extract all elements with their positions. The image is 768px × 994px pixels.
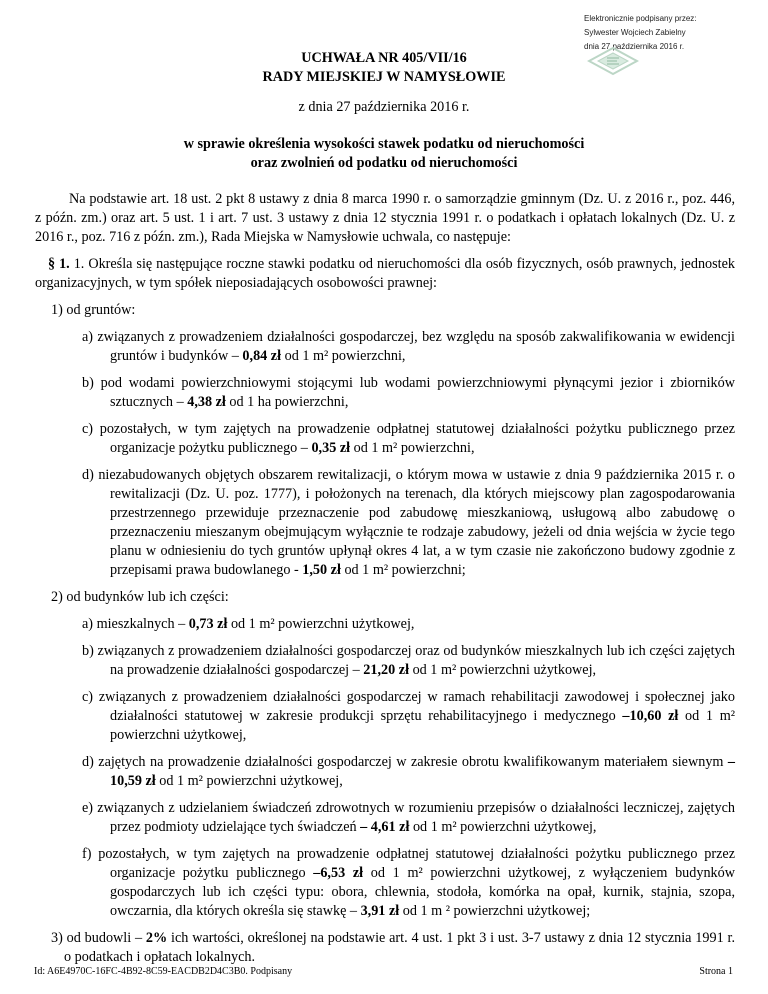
text: b) związanych z prowadzeniem działalności gospodarczej oraz od budynków mieszkalnych lub ich części zajętych na prowadzenie działalności gospodarczej – [82,643,735,678]
e-signature-block [584,12,744,54]
amount: 0,35 zł [311,440,351,456]
resolution-title: UCHWAŁA NR 405/VII/16 [301,50,467,66]
text: od 1 m² powierzchni, [350,440,475,456]
text: e) związanych z udzielaniem świadczeń zdrowotnych w rozumieniu przepisów o działalności leczniczej, zajętych przez podmioty udzielające tych świadczeń [82,800,735,835]
amount: 4,38 zł [187,394,226,410]
text: od 1 m² powierzchni użytkowej, [409,819,597,835]
subject-line-2: oraz zwolnień od podatku od nieruchomości [250,155,518,171]
amount: – 4,61 zł [360,819,410,835]
amount: 0,84 zł [242,348,282,364]
text: d) zajętych na prowadzenie działalności gospodarczej w zakresie obrotu kwalifikowanym materiałem siewnym [82,754,728,770]
subject-line-1: w sprawie określenia wysokości stawek podatku od nieruchomości [183,136,585,152]
text: c) pozostałych, w tym zajętych na prowadzenie odpłatnej statutowej działalności pożytku publicznego przez organizacje pożytku publicznego – [82,421,735,456]
text: od 1 m² powierzchni użytkowej, [227,616,415,632]
point-2b [35,642,735,680]
text: b) pod wodami powierzchniowymi stojącymi lub wodami powierzchniowymi płynącymi jezior i zbiorników sztucznych – [82,375,735,410]
paragraph-1-text: 1. Określa się następujące roczne stawki podatku od nieruchomości dla osób fizycznych, osób prawnych, jednostek organizacyjnych, w tym spółek nieposiadających osobowości prawnej: [35,256,735,291]
text: c) związanych z prowadzeniem działalności gospodarczej w ramach rehabilitacji zawodowej i społecznej jako działalności statutowej w zakresie produkcji sprzętu rehabilitacyjnego i medycznego [82,689,735,724]
text: f) pozostałych, w tym zajętych na prowadzenie odpłatnej statutowej działalności pożytku publicznego przez organizacje pożytku publicznego [82,846,735,881]
preamble: Na podstawie art. 18 ust. 2 pkt 8 ustawy z dnia 8 marca 1990 r. o samorządzie gminnym (Dz. U. z 2016 r., poz. 446, z późn. zm.) oraz art. 5 ust. 1 i art. 7 ust. 3 ustawy z dnia 12 stycznia 1991 r. o podatkach i opłatach lokalnych (Dz. U. z 2016 r., poz. 716 z późn. zm.), Rada Miejska w Namysłowie uchwala, co następuje: [35,191,735,245]
point-1c [35,420,735,458]
resolution-subject [0,135,768,173]
point-2f [35,845,735,921]
amount: 2% [145,930,168,946]
point-2: 2) od budynków lub ich części: [51,589,229,605]
signature-line-2: Sylwester Wojciech Zabielny [584,28,686,37]
text: od 1 m² powierzchni użytkowej, z wyłączeniem budynków gospodarczych lub ich części typu: obora, chlewnia, stodoła, komórka na opał, kurnik, stajnia, szopa, owczarnia, dla których określa się stawkę – [110,865,735,919]
text: a) związanych z prowadzeniem działalności gospodarczej, bez względu na sposób zakwalifikowania w ewidencji gruntów i budynków – [82,329,735,364]
amount: 21,20 zł [363,662,410,678]
paragraph-1 [35,255,735,293]
page-number: Strona 1 [699,966,733,977]
text: od 1 m² powierzchni użytkowej, [155,773,343,789]
point-2d [35,753,735,791]
text: d) niezabudowanych objętych obszarem rewitalizacji, o którym mowa w ustawie z dnia 9 października 2015 r. o rewitalizacji (Dz. U. poz. 1777), i położonych na terenach, dla których miejscowy plan zagospodarowania przestrzennego przewiduje przeznaczenie pod zabudowę mieszkaniową, usługową albo zabudowę o przeznaczeniu mieszanym obejmującym wyłącznie te rodzaje zabudowy, jeżeli od dnia wejścia w życie tego planu w odniesieniu do tych gruntów upłynął okres 4 lat, a w tym czasie nie zakończono budowy zgodnie z przepisami prawa budowlanego - [82,467,735,578]
amount: 1,50 zł [302,562,341,578]
text: od 1 m² powierzchni, [281,348,406,364]
text: od 1 m ² powierzchni użytkowej; [399,903,591,919]
document-id: Id: A6E4970C-16FC-4B92-8C59-EACDB2D4C3B0. Podpisany [34,966,293,977]
text: od 1 m² powierzchni użytkowej, [409,662,597,678]
point-3 [35,929,735,967]
text: a) mieszkalnych – [82,616,189,632]
paragraph-1-label: § 1. [48,256,70,272]
text: od 1 ha powierzchni, [225,394,349,410]
point-1: 1) od gruntów: [51,302,136,318]
signature-line-1: Elektronicznie podpisany przez: [584,14,697,23]
text: 3) od budowli – [51,930,146,946]
point-2e [35,799,735,837]
text: od 1 m² powierzchni; [340,562,466,578]
amount: –10,59 zł [110,754,735,789]
point-1d [35,466,735,580]
text: od 1 m² powierzchni użytkowej, [110,708,736,743]
resolution-date: z dnia 27 października 2016 r. [298,99,470,115]
signature-line-3: dnia 27 października 2016 r. [584,42,685,51]
amount: 3,91 zł [360,903,400,919]
text: ich wartości, określonej na podstawie art. 4 ust. 1 pkt 3 i ust. 3-7 ustawy z dnia 12 stycznia 1991 r. o podatkach i opłatach lokalnych. [64,930,735,965]
point-2c [35,688,735,745]
council-name: RADY MIEJSKIEJ W NAMYSŁOWIE [262,69,506,85]
amount: 0,73 zł [188,616,228,632]
point-1b [35,374,735,412]
point-1a [35,328,735,366]
document-body [35,190,735,975]
amount: –10,60 zł [622,708,679,724]
amount: –6,53 zł [313,865,364,881]
point-2a [35,615,735,634]
